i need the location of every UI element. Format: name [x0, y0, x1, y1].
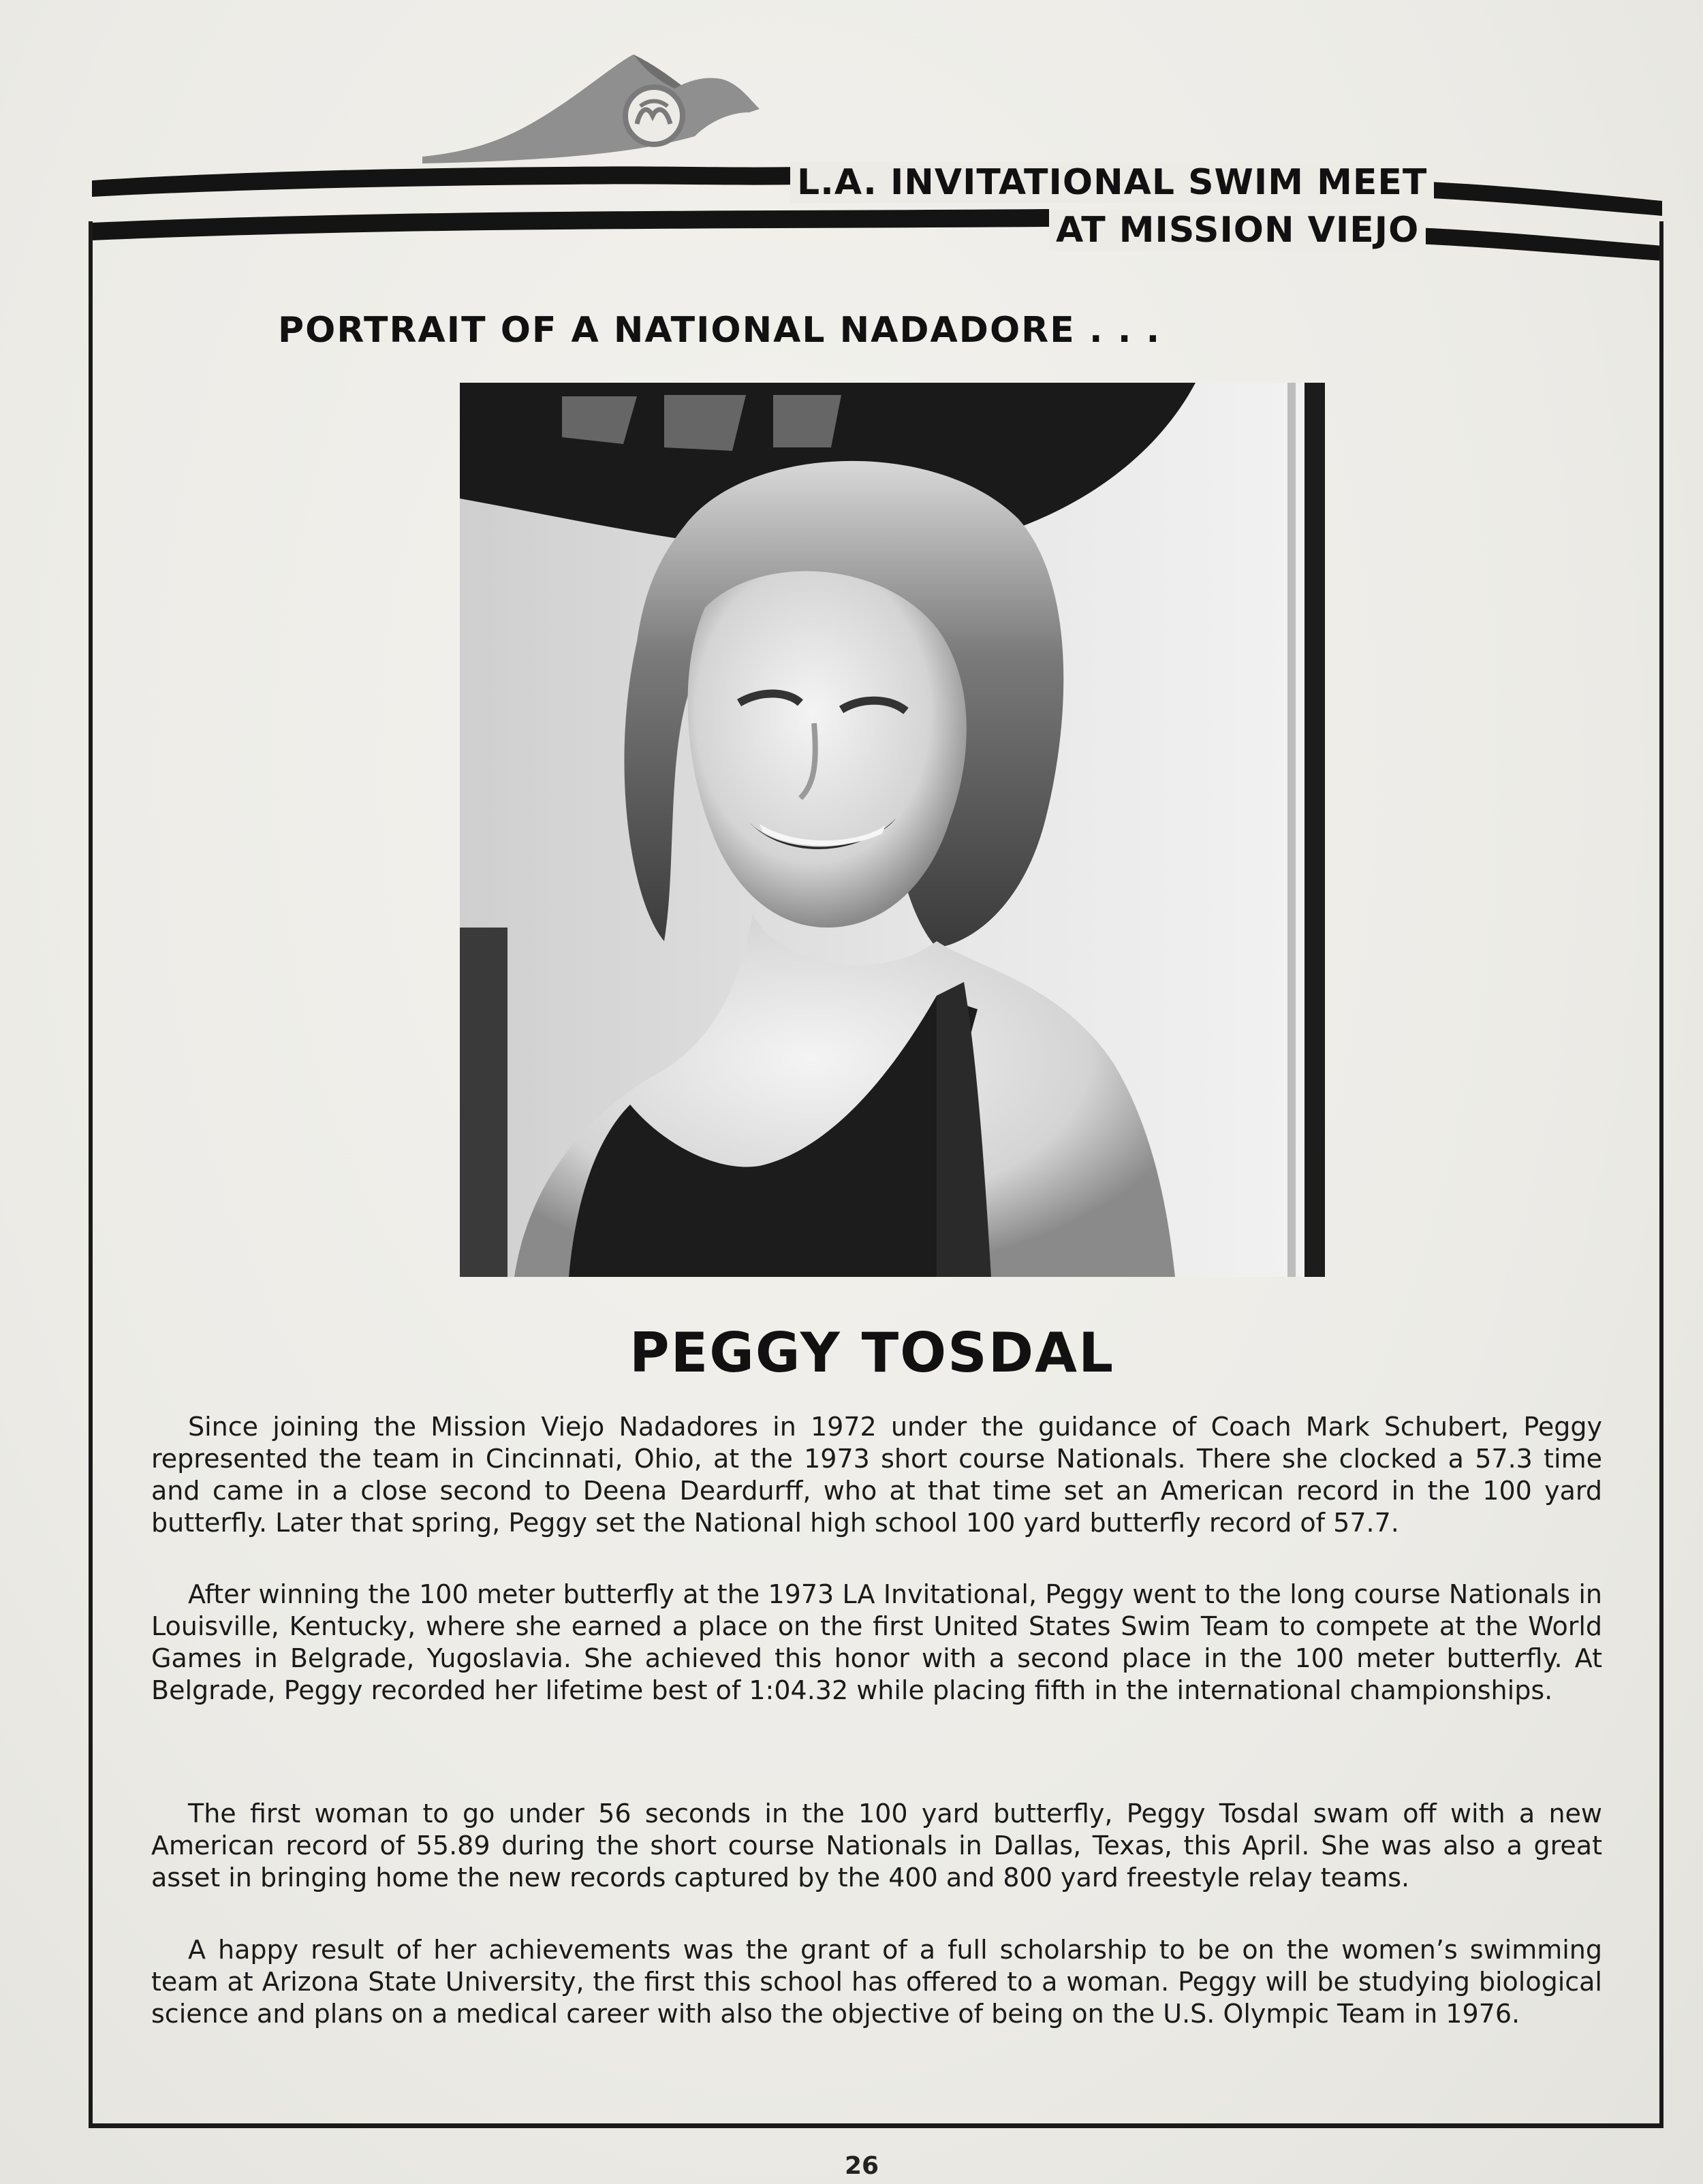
section-heading: PORTRAIT OF A NATIONAL NADADORE . . . [278, 310, 1161, 351]
bio-paragraph-3: The first woman to go under 56 seconds in the 100 yard butterfly, Peggy Tosdal swam off with a new American record of 55.89 during the short course Nationals in Dallas, Texas, this April. She was also a great asset in bringing home the new records captured by the 400 and 800 yard freestyle relay teams. [151, 1799, 1602, 1893]
portrait-illustration [460, 383, 1325, 1277]
athlete-name: PEGGY TOSDAL [629, 1321, 1115, 1384]
bio-paragraph-2: After winning the 100 meter butterfly at the 1973 LA Invitational, Peggy went to the long course Nationals in Louisville, Kentucky, where she earned a place on the first United States Swim Team to compete at the World Games in Belgrade, Yugoslavia. She achieved this honor with a second place in the 100 meter butterfly. At Belgrade, Peggy recorded her lifetime best of 1:04.32 while placing fifth in the international championships. [151, 1579, 1602, 1705]
bio-paragraph-4: A happy result of her achievements was the grant of a full scholarship to be on the women’s swimming team at Arizona State University, the first this school has offered to a woman. Peggy will be studying biological science and plans on a medical career with also the objective of being on the U.S. Olympic Team in 1976. [151, 1935, 1602, 2029]
header-title-line1: L.A. INVITATIONAL SWIM MEET [790, 162, 1434, 203]
portrait-photo [460, 383, 1325, 1277]
bio-paragraph-1: Since joining the Mission Viejo Nadadores in 1972 under the guidance of Coach Mark Schubert, Peggy represented the team in Cincinnati, Ohio, at the 1973 short course Nationals. There she clocked a 57.3 time and came in a close second to Deena Deardurff, who at that time set an American record in the 100 yard butterfly. Later that spring, Peggy set the National high school 100 yard butterfly record of 57.7. [151, 1412, 1602, 1538]
mountain-swimmer-logo-icon [409, 48, 763, 170]
page-number: 26 [845, 2152, 879, 2180]
header-title-line2: AT MISSION VIEJO [1049, 210, 1426, 251]
